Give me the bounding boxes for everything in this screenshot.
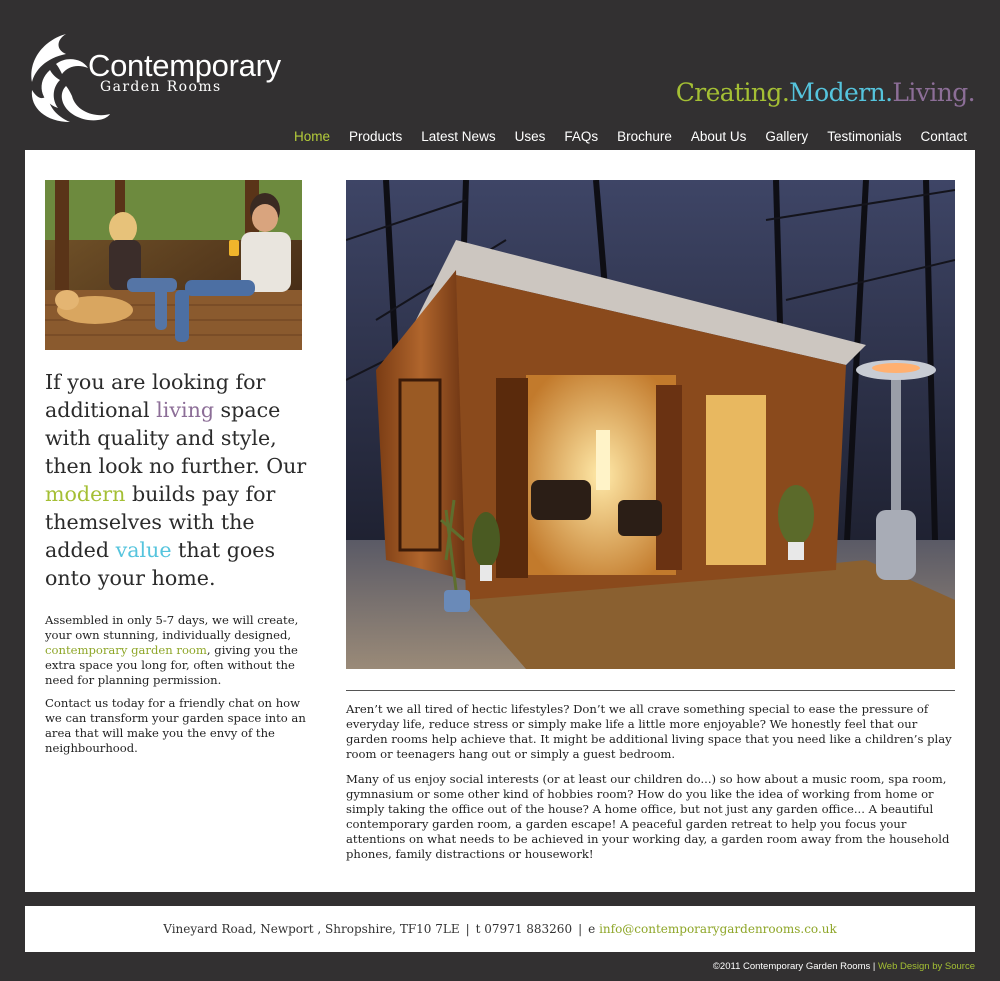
tagline-modern: Modern. [789, 78, 893, 107]
content-panel [25, 150, 975, 892]
assembly-text-start: Assembled in only 5-7 days, we will create, your own stunning, individually designed, [45, 613, 299, 642]
lead-word-modern: modern [45, 482, 126, 506]
footer-phone: t 07971 883260 [475, 922, 573, 936]
content-divider [346, 690, 955, 691]
footer-email-prefix: e [588, 922, 596, 936]
lead-statement [45, 368, 307, 592]
site-logo[interactable] [26, 30, 281, 125]
lead-text-1: If you are looking for additional [45, 370, 266, 422]
contact-paragraph: Contact us today for a friendly chat on how we can transform your garden space into an area that will make you the envy of the neighbourhood. [45, 696, 306, 755]
nav-uses[interactable]: Uses [514, 129, 546, 144]
lead-text-3: builds pay for themselves with the added [45, 482, 276, 562]
main-nav [294, 129, 967, 144]
garden-room-night-image [346, 180, 955, 669]
logo-title: Contemporary [88, 48, 281, 83]
footer-address: Vineyard Road, Newport , Shropshire, TF10 7LE [163, 922, 460, 936]
copyright-text: ©2011 Contemporary Garden Rooms [712, 961, 871, 972]
nav-brochure[interactable]: Brochure [617, 129, 672, 144]
footer-email-link[interactable]: info@contemporarygardenrooms.co.uk [599, 922, 837, 936]
nav-products[interactable]: Products [349, 129, 403, 144]
uses-paragraph: Many of us enjoy social interests (or at least our children do...) so how about a music room, spa room, gymnasium or some other kind of hobbies room? How do you like the idea of working from home or simply taking the office out of the house? A home office, but not just any garden office... A beautiful contemporary garden room, a garden escape! A peaceful garden retreat to help you focus your attentions on what needs to be achieved in your working day, a garden room away from the household phones, family distractions or housework! [346, 772, 950, 861]
copyright [713, 961, 975, 972]
intro-paragraph: Aren’t we all tired of hectic lifestyles? Don’t we all crave something special to ease the pressure of everyday life, reduce stress or simply make life a little more enjoyable? We honestly feel that our garden rooms help achieve that. It might be additional living space that you need like a children’s play room or teenagers hang out or simply a guest bedroom. [346, 702, 952, 761]
tagline [676, 78, 975, 107]
lead-word-living: living [156, 398, 215, 422]
logo-subtitle: Garden Rooms [100, 79, 222, 95]
nav-latest-news[interactable]: Latest News [421, 129, 496, 144]
assembly-paragraph [45, 613, 307, 688]
lead-word-value: value [115, 538, 172, 562]
assembly-text-end: , giving you the extra space you long for, often without the need for planning permission. [45, 643, 298, 687]
nav-about-us[interactable]: About Us [690, 129, 747, 144]
tagline-creating: Creating. [675, 78, 790, 107]
footer-contact-bar [25, 906, 975, 952]
copyright-separator: | [872, 961, 876, 972]
web-design-credit-link[interactable]: Web Design by Source [878, 961, 975, 972]
couple-with-dog-image [45, 180, 302, 350]
nav-faqs[interactable]: FAQs [564, 129, 599, 144]
lead-text-2: space with quality and style, then look no further. Our [45, 398, 307, 478]
nav-testimonials[interactable]: Testimonials [827, 129, 902, 144]
contemporary-garden-room-link[interactable]: contemporary garden room [45, 643, 207, 657]
tagline-living: Living. [892, 78, 975, 107]
footer-separator: | [465, 922, 470, 936]
nav-contact[interactable]: Contact [920, 129, 967, 144]
nav-gallery[interactable]: Gallery [765, 129, 809, 144]
nav-home[interactable]: Home [293, 129, 330, 144]
footer-separator: | [578, 922, 583, 936]
lead-text-4: that goes onto your home. [45, 538, 276, 590]
